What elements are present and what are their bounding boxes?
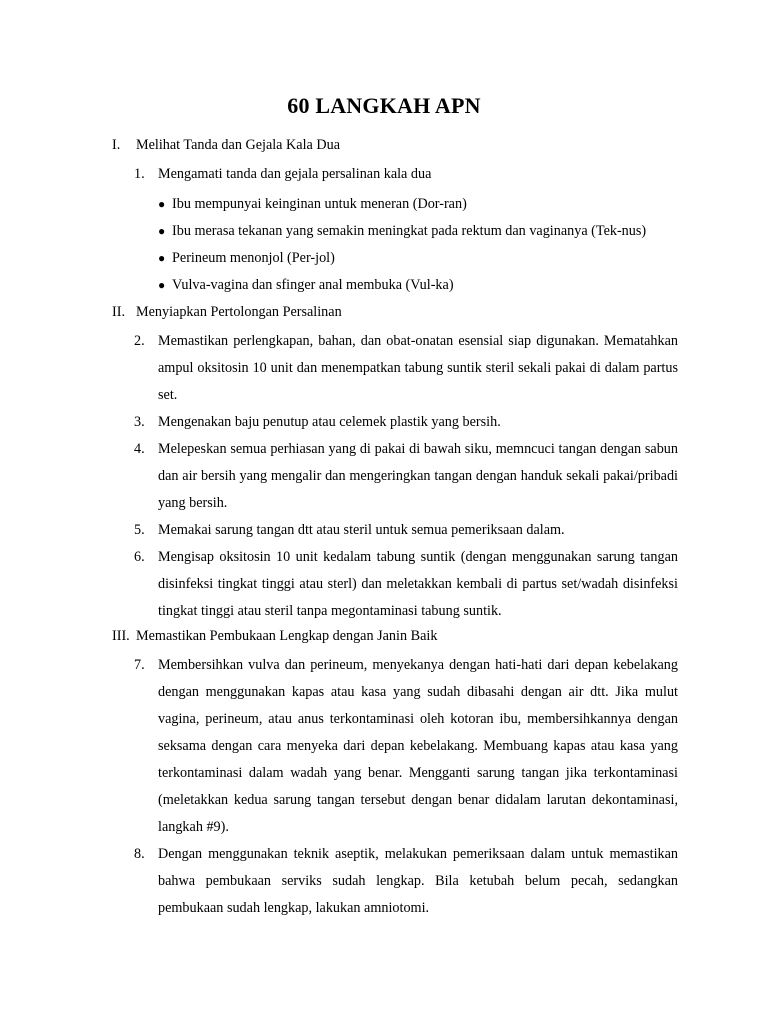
step-text: Melepeskan semua perhiasan yang di pakai di bawah siku, memncuci tangan dengan sabun dan air bersih yang mengalir dan mengeringkan tangan dengan handuk sekali pakai/pribadi yang bersih. bbox=[158, 441, 678, 511]
bullet-item bbox=[158, 193, 678, 215]
step-item bbox=[134, 544, 678, 625]
step-text: Memastikan perlengkapan, bahan, dan obat-onatan esensial siap digunakan. Mematahkan ampul oksitosin 10 unit dan menempatkan tabung suntik steril sekali pakai di dalam partus set. bbox=[158, 333, 678, 403]
step-item bbox=[134, 841, 678, 922]
bullet-text: Ibu mempunyai keinginan untuk meneran (Dor-ran) bbox=[172, 196, 467, 212]
section-title: Menyiapkan Pertolongan Persalinan bbox=[136, 304, 342, 320]
step-number: 5. bbox=[134, 522, 145, 538]
step-text: Mengenakan baju penutup atau celemek plastik yang bersih. bbox=[158, 414, 501, 430]
step-text: Membersihkan vulva dan perineum, menyekanya dengan hati-hati dari depan kebelakang dengan menggunakan kapas atau kasa yang sudah dibasahi dengan air dtt. Jika mulut vagina, perineum, atau anus terkontaminasi oleh kotoran ibu, membersihkannya dengan seksama dengan cara menyeka dari depan kebelakang. Membuang kapas atau kasa yang terkontaminasi dalam wadah yang benar. Mengganti sarung tangan jika terkontaminasi (meletakkan kedua sarung tangan tersebut dengan benar didalam larutan dekontaminasi, langkah #9). bbox=[158, 657, 678, 835]
section-heading bbox=[112, 301, 678, 323]
step-item bbox=[134, 517, 678, 544]
document-body bbox=[112, 134, 678, 922]
bullet-icon: ● bbox=[158, 224, 166, 238]
step-item bbox=[134, 409, 678, 436]
step-text: Mengamati tanda dan gejala persalinan kala dua bbox=[158, 166, 432, 182]
bullet-item bbox=[158, 274, 678, 296]
page-title: 60 LANGKAH APN bbox=[287, 93, 481, 118]
step-item bbox=[134, 161, 678, 188]
bullet-icon: ● bbox=[158, 278, 166, 292]
step-number: 4. bbox=[134, 441, 145, 457]
step-number: 6. bbox=[134, 549, 145, 565]
step-text: Dengan menggunakan teknik aseptik, melakukan pemeriksaan dalam untuk memastikan bahwa pembukaan serviks sudah lengkap. Bila ketubah belum pecah, sedangkan pembukaan sudah lengkap, lakukan amniotomi. bbox=[158, 846, 678, 916]
section-number: I. bbox=[112, 137, 121, 153]
step-item bbox=[134, 328, 678, 409]
step-item bbox=[134, 652, 678, 841]
step-number: 8. bbox=[134, 846, 145, 862]
section-number: III. bbox=[112, 628, 130, 644]
section-title: Memastikan Pembukaan Lengkap dengan Janin Baik bbox=[136, 628, 438, 644]
bullet-text: Perineum menonjol (Per-jol) bbox=[172, 250, 335, 266]
step-number: 7. bbox=[134, 657, 145, 673]
section-title: Melihat Tanda dan Gejala Kala Dua bbox=[136, 137, 340, 153]
bullet-text: Ibu merasa tekanan yang semakin meningkat pada rektum dan vaginanya (Tek-nus) bbox=[172, 223, 647, 239]
bullet-item bbox=[158, 220, 678, 242]
bullet-icon: ● bbox=[158, 251, 166, 265]
section-heading bbox=[112, 134, 678, 156]
step-text: Mengisap oksitosin 10 unit kedalam tabung suntik (dengan menggunakan sarung tangan disinfeksi tingkat tinggi atau sterl) dan meletakkan kembali di partus set/wadah disinfeksi tingkat tinggi atau steril tanpa megontaminasi tabung suntik. bbox=[158, 549, 678, 619]
step-number: 2. bbox=[134, 333, 145, 349]
section-number: II. bbox=[112, 304, 125, 320]
step-number: 1. bbox=[134, 166, 145, 182]
bullet-item bbox=[158, 247, 678, 269]
bullet-text: Vulva-vagina dan sfinger anal membuka (Vul-ka) bbox=[172, 277, 454, 293]
step-number: 3. bbox=[134, 414, 145, 430]
step-item bbox=[134, 436, 678, 517]
step-text: Memakai sarung tangan dtt atau steril untuk semua pemeriksaan dalam. bbox=[158, 522, 565, 538]
section-heading bbox=[112, 625, 678, 647]
bullet-icon: ● bbox=[158, 197, 166, 211]
